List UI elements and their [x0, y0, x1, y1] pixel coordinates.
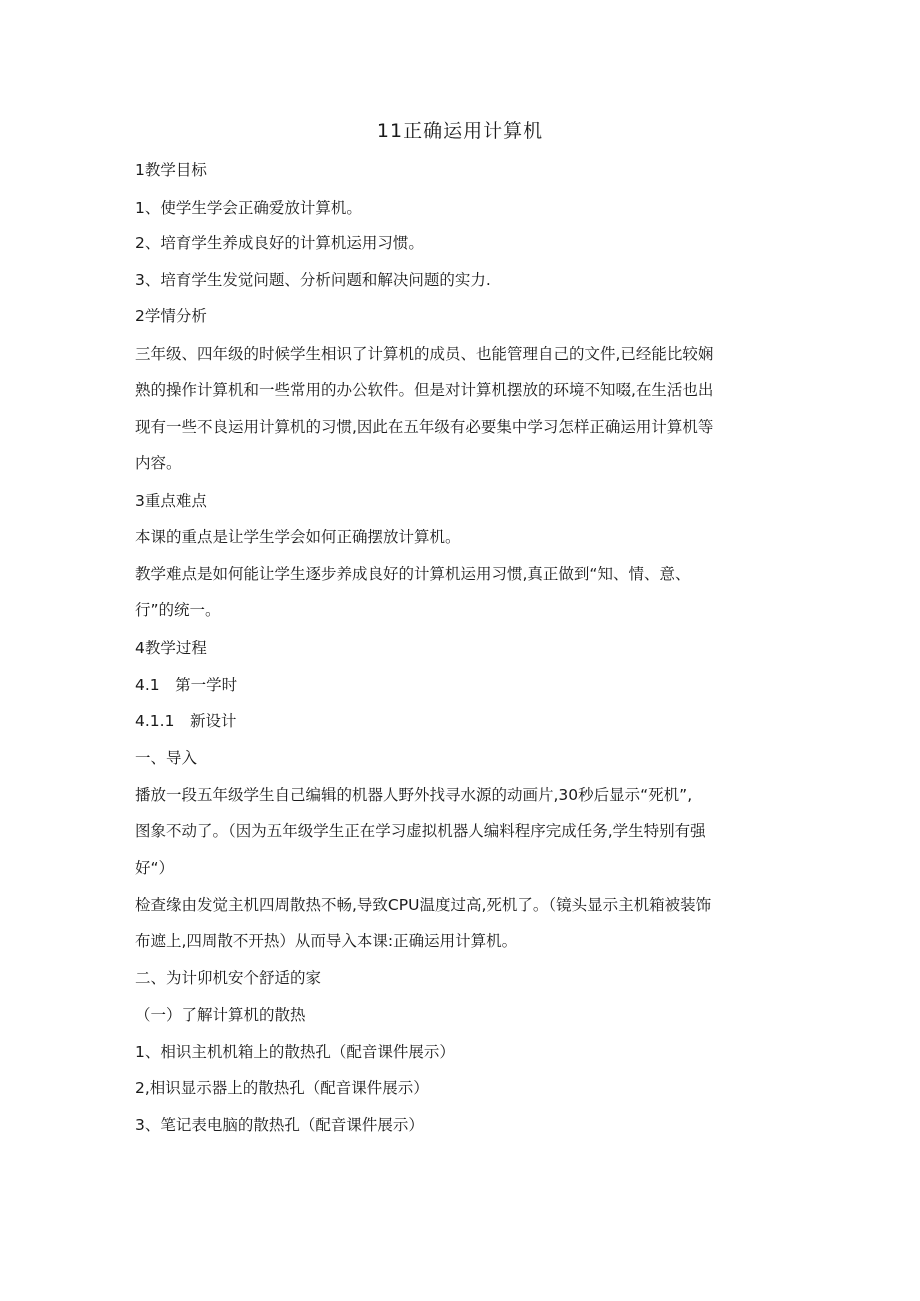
- paragraph-line: 教学难点是如何能让学生逐步养成良好的计算机运用习惯,真正做到“知、情、意、: [135, 565, 691, 583]
- section-heading-key-points: 3重点难点: [135, 492, 207, 510]
- paragraph-line: 3、笔记表电脑的散热孔（配音课件展示）: [135, 1116, 424, 1134]
- paragraph-line: 现有一些不良运用计算机的习惯,因此在五年级有必要集中学习怎样正确运用计算机等: [135, 418, 714, 436]
- paragraph-line: 播放一段五年级学生自己编辑的机器人野外找寻水源的动画片,30秒后显示“死机”,: [135, 786, 693, 804]
- section-heading-analysis: 2学情分析: [135, 307, 207, 325]
- section-heading-process: 4教学过程: [135, 639, 207, 657]
- paragraph-line: 三年级、四年级的时候学生相识了计算机的成员、也能管理自己的文件,已经能比较娴: [135, 345, 714, 363]
- subsection-heading: 4.1.1 新设计: [135, 712, 237, 730]
- paragraph-line: 布遮上,四周散不开热）从而导入本课:正确运用计算机。: [135, 932, 518, 950]
- paragraph-line: 1、相识主机机箱上的散热孔（配音课件展示）: [135, 1043, 455, 1061]
- paragraph-line: 2、培育学生养成良好的计算机运用习惯。: [135, 234, 424, 252]
- paragraph-line: 2,相识显示器上的散热孔（配音课件展示）: [135, 1079, 429, 1097]
- paragraph-line: 一、导入: [135, 749, 198, 767]
- subsection-heading: 4.1 第一学时: [135, 676, 238, 694]
- paragraph-line: 本课的重点是让学生学会如何正确摆放计算机。: [135, 528, 461, 546]
- paragraph-line: 3、培育学生发觉问题、分析问题和解决问题的实力.: [135, 271, 491, 289]
- section-heading-objectives: 1教学目标: [135, 161, 207, 179]
- paragraph-line: 内容。: [135, 454, 182, 472]
- paragraph-line: 检查缘由发觉主机四周散热不畅,导致CPU温度过高,死机了。（镜头显示主机箱被装饰: [135, 896, 712, 914]
- document-title: 11正确运用计算机: [376, 120, 544, 142]
- paragraph-line: 二、为计卯机安个舒适的家: [135, 969, 322, 987]
- paragraph-line: 行”的统一。: [135, 601, 221, 619]
- paragraph-line: 图象不动了。（因为五年级学生正在学习虚拟机器人编料程序完成任务,学生特别有强: [135, 822, 706, 840]
- paragraph-line: 1、使学生学会正确爱放计算机。: [135, 199, 362, 217]
- paragraph-line: （一）了解计算机的散热: [135, 1006, 306, 1024]
- paragraph-line: 熟的操作计算机和一些常用的办公软件。但是对计算机摆放的环境不知啜,在生活也出: [135, 381, 714, 399]
- paragraph-line: 好“）: [135, 859, 175, 877]
